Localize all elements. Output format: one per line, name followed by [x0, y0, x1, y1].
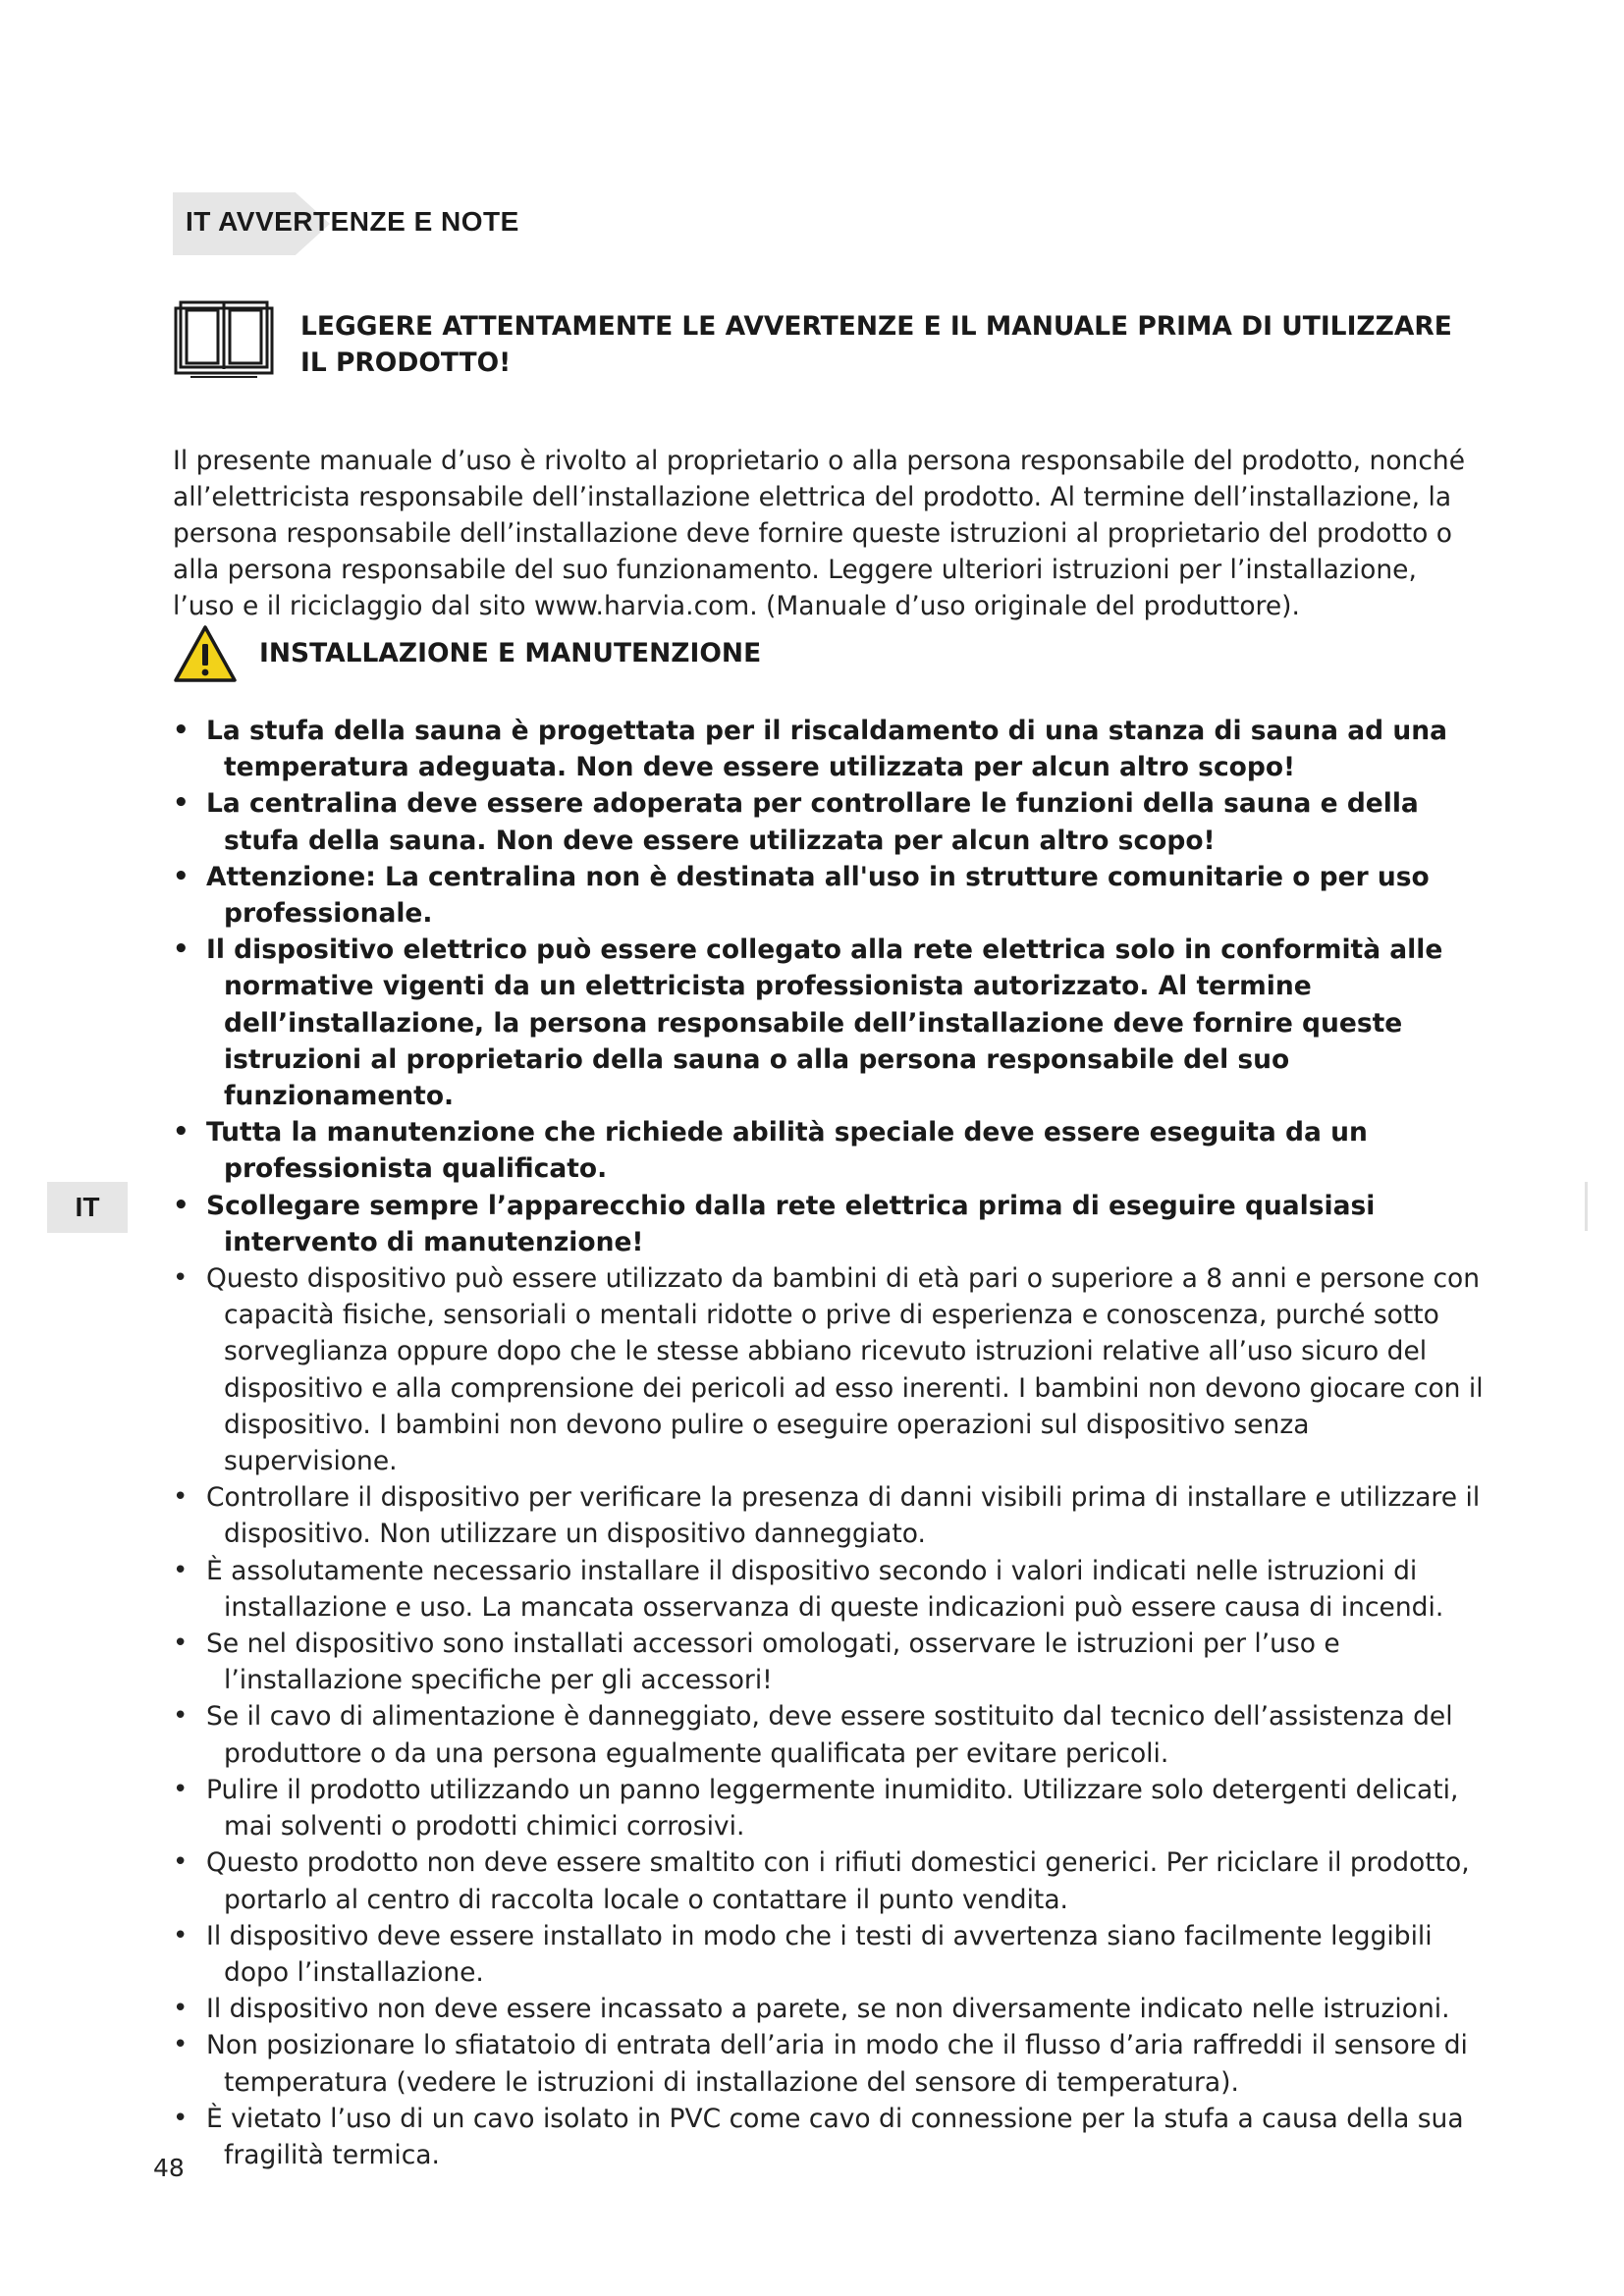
- list-item: • Il dispositivo deve essere installato in modo che i testi di avvertenza siano facilmente leggibili dopo l’installazione.: [169, 1918, 1485, 1991]
- list-item: • Se nel dispositivo sono installati accessori omologati, osservare le istruzioni per l’uso e l’installazione specifiche per gli accessori!: [169, 1626, 1485, 1698]
- installation-title: INSTALLAZIONE E MANUTENZIONE: [259, 638, 762, 668]
- list-item: • Il dispositivo elettrico può essere collegato alla rete elettrica solo in conformità alle normative vigenti da un elettricista professionista autorizzato. Al termine dell’installazione, la persona responsabile dell’installazione deve fornire queste istruzioni al proprietario della sauna o alla persona responsabile del suo funzionamento.: [169, 932, 1485, 1114]
- installation-bullet-list: [169, 713, 1485, 2173]
- section-title: IT AVVERTENZE E NOTE: [186, 206, 519, 237]
- list-item: • Questo dispositivo può essere utilizzato da bambini di età pari o superiore a 8 anni e persone con capacità fisiche, sensoriali o mentali ridotte o prive di esperienza e conoscenza, purché sotto sorveglianza oppure dopo che le stesse abbiano ricevuto istruzioni relative all’uso sicuro del dispositivo e alla comprensione dei pericoli ad esso inerenti. I bambini non devono giocare con il dispositivo. I bambini non devono pulire o eseguire operazioni sul dispositivo senza supervisione.: [169, 1260, 1485, 1479]
- warning-triangle-icon: [173, 624, 238, 683]
- list-item: • Pulire il prodotto utilizzando un panno leggermente inumidito. Utilizzare solo detergenti delicati, mai solventi o prodotti chimici corrosivi.: [169, 1772, 1485, 1844]
- list-item: • Se il cavo di alimentazione è danneggiato, deve essere sostituito dal tecnico dell’assistenza del produttore o da una persona egualmente qualificata per evitare pericoli.: [169, 1698, 1485, 1771]
- list-item: • È assolutamente necessario installare il dispositivo secondo i valori indicati nelle istruzioni di installazione e uso. La mancata osservanza di queste indicazioni può essere causa di incendi.: [169, 1553, 1485, 1626]
- list-item: • Questo prodotto non deve essere smaltito con i rifiuti domestici generici. Per riciclare il prodotto, portarlo al centro di raccolta locale o contattare il punto vendita.: [169, 1844, 1485, 1917]
- read-warning-text: LEGGERE ATTENTAMENTE LE AVVERTENZE E IL MANUALE PRIMA DI UTILIZZARE IL PRODOTTO!: [300, 311, 1452, 378]
- list-item: • È vietato l’uso di un cavo isolato in PVC come cavo di connessione per la stufa a causa della sua fragilità termica.: [169, 2101, 1485, 2173]
- list-item: • La stufa della sauna è progettata per il riscaldamento di una stanza di sauna ad una temperatura adeguata. Non deve essere utilizzata per alcun altro scopo!: [169, 713, 1485, 785]
- list-item: • Scollegare sempre l’apparecchio dalla rete elettrica prima di eseguire qualsiasi intervento di manutenzione!: [169, 1188, 1485, 1260]
- list-item: • Non posizionare lo sfiatatoio di entrata dell’aria in modo che il flusso d’aria raffreddi il sensore di temperatura (vedere le istruzioni di installazione del sensore di temperatura).: [169, 2027, 1485, 2100]
- list-item: • Il dispositivo non deve essere incassato a parete, se non diversamente indicato nelle istruzioni.: [169, 1991, 1485, 2027]
- list-item: • La centralina deve essere adoperata per controllare le funzioni della sauna e della stufa della sauna. Non deve essere utilizzata per alcun altro scopo!: [169, 785, 1485, 858]
- page-number: 48: [153, 2154, 185, 2182]
- list-item: • Tutta la manutenzione che richiede abilità speciale deve essere eseguita da un professionista qualificato.: [169, 1114, 1485, 1187]
- page-edge-mark: [1585, 1182, 1588, 1231]
- intro-paragraph: Il presente manuale d’uso è rivolto al proprietario o alla persona responsabile del prodotto, nonché all’elettricista responsabile dell’installazione elettrica del prodotto. Al termine dell’installazione, la persona responsabile dell’installazione deve fornire queste istruzioni al proprietario del prodotto o alla persona responsabile del suo funzionamento. Leggere ulteriori istruzioni per l’installazione, l’uso e il riciclaggio dal sito www.harvia.com. (Manuale d’uso originale del produttore).: [173, 445, 1466, 622]
- language-tab: IT: [47, 1182, 128, 1233]
- book-manual-icon: [173, 298, 275, 379]
- list-item: • Controllare il dispositivo per verificare la presenza di danni visibili prima di installare e utilizzare il dispositivo. Non utilizzare un dispositivo danneggiato.: [169, 1479, 1485, 1552]
- list-item: • Attenzione: La centralina non è destinata all'uso in strutture comunitarie o per uso professionale.: [169, 859, 1485, 932]
